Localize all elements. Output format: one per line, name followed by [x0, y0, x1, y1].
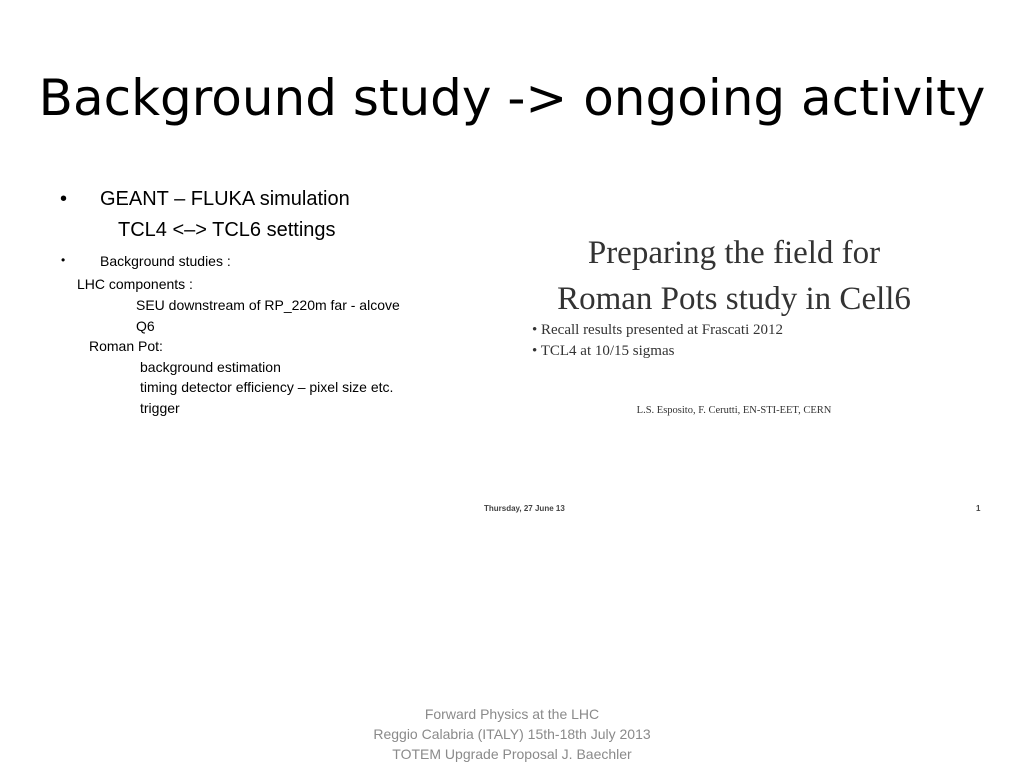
inset-title-line2: Roman Pots study in Cell6: [557, 281, 911, 317]
rp-item-background: background estimation: [140, 359, 281, 375]
inset-title-line1: Preparing the field for: [587, 235, 881, 271]
rp-item-trigger: trigger: [140, 400, 180, 416]
rp-item-timing: timing detector efficiency – pixel size etc.: [140, 379, 394, 395]
slide-title: Background study -> ongoing activity: [38, 69, 986, 127]
embedded-slide-image: [478, 222, 993, 522]
slide-footer: [0, 704, 1024, 764]
bullet-marker: •: [60, 188, 68, 210]
lhc-item-q6: Q6: [136, 318, 155, 334]
inset-title: [478, 230, 990, 322]
footer-line-2: Reggio Calabria (ITALY) 15th-18th July 2013: [373, 726, 651, 742]
inset-bullet-tcl4: • TCL4 at 10/15 sigmas: [532, 343, 675, 359]
footer-line-1: Forward Physics at the LHC: [424, 706, 600, 722]
bullet-geant-fluka: GEANT – FLUKA simulation: [100, 188, 350, 210]
bullet-tcl-settings: TCL4 <–> TCL6 settings: [118, 219, 336, 241]
inset-page-number: 1: [976, 504, 981, 513]
inset-authors: L.S. Esposito, F. Cerutti, EN-STI-EET, CERN: [636, 405, 832, 416]
bullet-marker: •: [61, 253, 66, 267]
footer-line-3: TOTEM Upgrade Proposal J. Baechler: [392, 746, 632, 762]
inset-bullet-recall: • Recall results presented at Frascati 2012: [532, 322, 784, 338]
roman-pot-label: Roman Pot:: [89, 338, 163, 354]
inset-date: Thursday, 27 June 13: [484, 504, 565, 513]
lhc-components-label: LHC components :: [77, 276, 193, 292]
bullet-background-studies: Background studies :: [100, 253, 231, 269]
lhc-item-seu: SEU downstream of RP_220m far - alcove: [136, 297, 400, 313]
